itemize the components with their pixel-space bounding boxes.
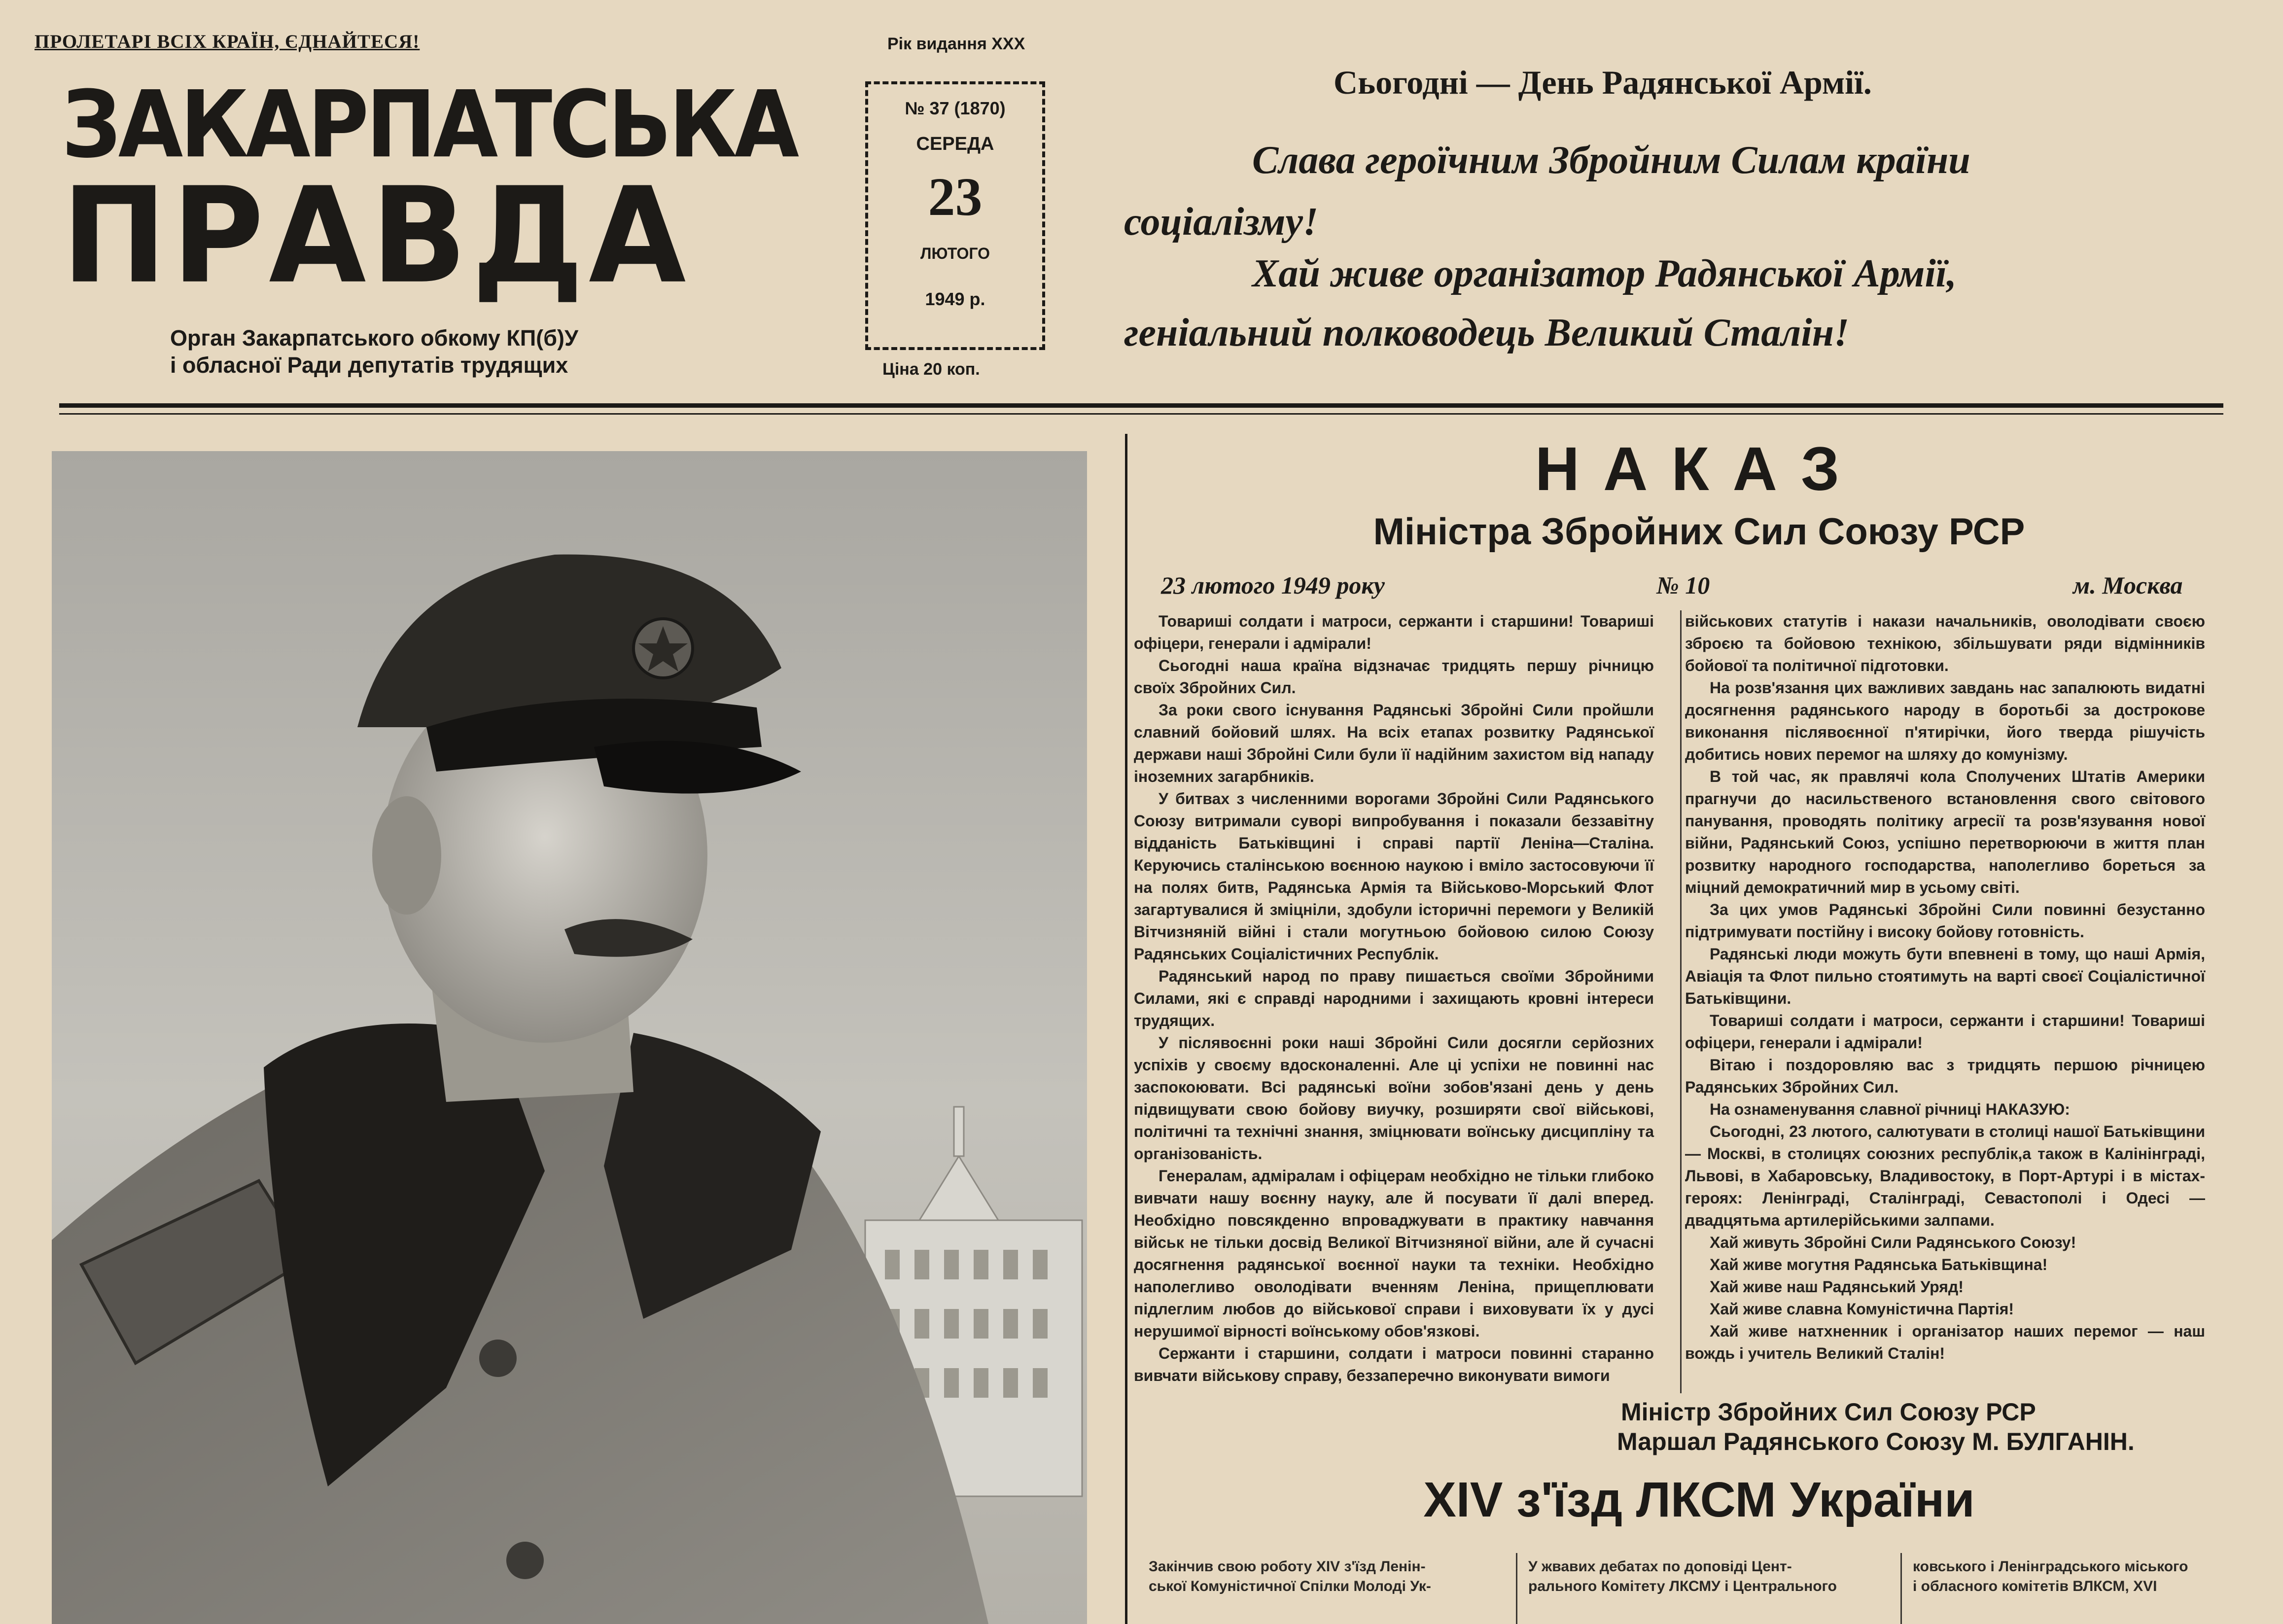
order-paragraph: Сержанти і старшини, солдати і матроси повинні старанно вивчати військову справу, беззаперечно виконувати вимоги (1134, 1344, 1654, 1384)
signature-name: Маршал Радянського Союзу М. БУЛГАНІН. (1617, 1428, 2135, 1455)
order-slogan: Хай живуть Збройні Сили Радянського Союзу! (1710, 1234, 2076, 1251)
headline-today: Сьогодні — День Радянської Армії. (1334, 64, 1872, 101)
slogan-line3: Хай живе організатор Радянської Армії, (1252, 252, 1957, 295)
column-divider (1125, 434, 1127, 1624)
masthead-motto: ПРОЛЕТАРІ ВСІХ КРАЇН, ЄДНАЙТЕСЯ! (35, 31, 420, 52)
organ-line2: і обласної Ради депутатів трудящих (170, 353, 568, 378)
issue-month: ЛЮТОГО (920, 245, 990, 262)
article-line: і обласного комітетів ВЛКСМ, XVI (1913, 1578, 2157, 1594)
order-paragraph: У битвах з численними ворогами Збройні Сили Радянського Союзу витримали суворі випробування і показали беззавітну відданість Батьківщині і справі партії Леніна—Сталіна. Керуючись сталінською воєнною наукою і вміло застосовуючи її на полях битв, Радянська Армія та Військово-Морський Флот загартувалися й зміцніли, здобули історичні перемоги у Великій Вітчизняній війні і стали могутньою бойовою силою Союзу Радянських Соціалістичних Республік. (1134, 790, 1654, 963)
order-paragraph: Сьогодні наша країна відзначає тридцять першу річницю своїх Збройних Сил. (1134, 657, 1654, 697)
congress-column-3 (1913, 1557, 2188, 1596)
order-slogan: Хай живе наш Радянський Уряд! (1710, 1278, 1964, 1296)
newspaper-title-line1: ЗАКАРПАТСЬКА (62, 71, 797, 179)
congress-column-1 (1149, 1557, 1431, 1596)
order-paragraph: Товариші солдати і матроси, сержанти і старшини! Товариші офіцери, генерали і адмірали! (1685, 1012, 2205, 1052)
article-line: ковського і Ленінградського міського (1913, 1558, 2188, 1575)
order-paragraph: Генералам, адміралам і офіцерам необхідно не тільки глибоко вивчати нашу воєнну науку, але й посувати її далі вперед. Необхідно повсякденно впроваджувати в практику навчання військ не тільки досвід Великої Вітчизняної війни, але й сучасні досягнення радянської воєнної науки та техніки. Необхідно наполегливо оволодівати вченням Леніна, прищеплювати підлеглим любов до військової справи і виховувати їх у дусі нерушимої вірності воїнському обов'язкові. (1134, 1167, 1654, 1340)
article-line: ської Комуністичної Спілки Молоді Ук- (1149, 1578, 1431, 1594)
congress-column-divider (1900, 1553, 1902, 1624)
order-date: 23 лютого 1949 року (1161, 571, 1385, 599)
article-line: Закінчив свою роботу XIV з'їзд Ленін- (1149, 1558, 1426, 1575)
issue-number: № 37 (1870) (905, 98, 1006, 118)
order-paragraph: У післявоєнні роки наші Збройні Сили досягли серйозних успіхів у своєму вдосконаленні. Але ці успіхи не повинні нас заспокоювати. Всі радянські воїни зобов'язані день у день підвищувати свою бойову виучку, розширяти свої військові, політичні та технічні знання, зміцнювати воїнську дисципліну та організованість. (1134, 1034, 1654, 1163)
masthead-rule-thick (59, 403, 2223, 408)
order-paragraph: Сьогодні, 23 лютого, салютувати в столиці нашої Батьківщини — Москві, в столицях союзних республік,а також в Калінінграді, Львові, в Хабаровську, Владивостоку, в Порт-Артурі і в містах-героях: Ленінграді, Сталінграді, Севастополі і Одесі — двадцятьма артилерійськими залпами. (1685, 1123, 2205, 1229)
order-subtitle: Міністра Збройних Сил Союзу РСР (1373, 511, 2025, 553)
order-paragraph: військових статутів і накази начальників, оволодівати своєю зброєю та бойовою технікою, збільшувати ряди відмінників бойової та політичної підготовки. (1685, 612, 2205, 674)
stalin-portrait-photo (52, 451, 1087, 1624)
order-paragraph: Радянські люди можуть бути впевнені в тому, що наші Армія, Авіація та Флот пильно стоятимуть на варті своєї Соціалістичної Батьківщини. (1685, 945, 2205, 1007)
issue-day: 23 (928, 167, 983, 227)
order-paragraph: В той час, як правлячі кола Сполучених Штатів Америки прагнучи до насильственого встановлення свого світового панування, проводять політику агресії та розв'язування нової війни, Радянський Союз, успішно перетворюючи в життя план розвитку народного господарства, наполегливо бореться за міцний демократичний мир в усьому світі. (1685, 768, 2205, 896)
order-number: № 10 (1656, 571, 1710, 599)
article-line: У жвавих дебатах по доповіді Цент- (1528, 1558, 1792, 1575)
order-paragraph: Товариші солдати і матроси, сержанти і старшини! Товариші офіцери, генерали і адмірали! (1134, 612, 1654, 652)
order-title: НАКАЗ (1535, 435, 1863, 503)
issue-price: Ціна 20 коп. (882, 360, 980, 379)
order-paragraph: Радянський народ по праву пишається своїми Збройними Силами, які є справді народними і захищають кровні інтереси трудящих. (1134, 967, 1654, 1029)
organ-line1: Орган Закарпатського обкому КП(б)У (170, 325, 578, 351)
newspaper-title-line2: ПРАВДА (62, 159, 691, 313)
masthead-rule-thin (59, 413, 2223, 415)
issue-box (865, 81, 1045, 350)
order-slogan: Хай живе могутня Радянська Батьківщина! (1710, 1256, 2048, 1273)
issue-year: 1949 р. (925, 289, 985, 309)
order-paragraph: За цих умов Радянські Збройні Сили повинні безустанно підтримувати постійну і високу бойову готовність. (1685, 901, 2205, 941)
slogan-line4: геніальний полководець Великий Сталін! (1124, 311, 1850, 354)
order-column-divider (1680, 610, 1682, 1393)
article-line: рального Комітету ЛКСМУ і Центрального (1528, 1578, 1837, 1594)
congress-column-divider (1516, 1553, 1517, 1624)
order-paragraph: На розв'язання цих важливих завдань нас запалюють видатні досягнення радянського народу в боротьбі за дострокове виконання післявоєнної п'ятирічки, його тверда рішучість добитись нових перемог на шляху до комунізму. (1685, 679, 2205, 763)
slogan-line1: Слава героїчним Збройним Силам країни (1252, 139, 1970, 182)
congress-column-2 (1528, 1557, 1837, 1596)
issue-weekday: СЕРЕДА (916, 134, 994, 154)
order-place: м. Москва (2073, 571, 2183, 599)
order-column-2 (1685, 610, 2205, 1365)
order-paragraph: На ознаменування славної річниці НАКАЗУЮ: (1710, 1100, 2070, 1118)
year-of-publication: Рік видання XXX (887, 35, 1025, 53)
order-paragraph: За роки свого існування Радянські Збройні Сили пройшли славний бойовий шлях. На всіх етапах розвитку Радянської держави наші Збройні Сили були її надійним захистом від нападу іноземних загарбників. (1134, 701, 1654, 785)
order-slogan: Хай живе славна Комуністична Партія! (1710, 1300, 2014, 1318)
congress-headline: XIV з'їзд ЛКСМ України (1423, 1472, 1975, 1527)
order-slogan: Хай живе натхненник і організатор наших перемог — наш вождь і учитель Великий Сталін! (1685, 1322, 2205, 1362)
signature-title: Міністр Збройних Сил Союзу РСР (1621, 1398, 2036, 1426)
order-paragraph: Вітаю і поздоровляю вас з тридцять першою річницею Радянських Збройних Сил. (1685, 1056, 2205, 1096)
order-column-1 (1134, 610, 1654, 1387)
slogan-line2: соціалізму! (1124, 200, 1319, 244)
